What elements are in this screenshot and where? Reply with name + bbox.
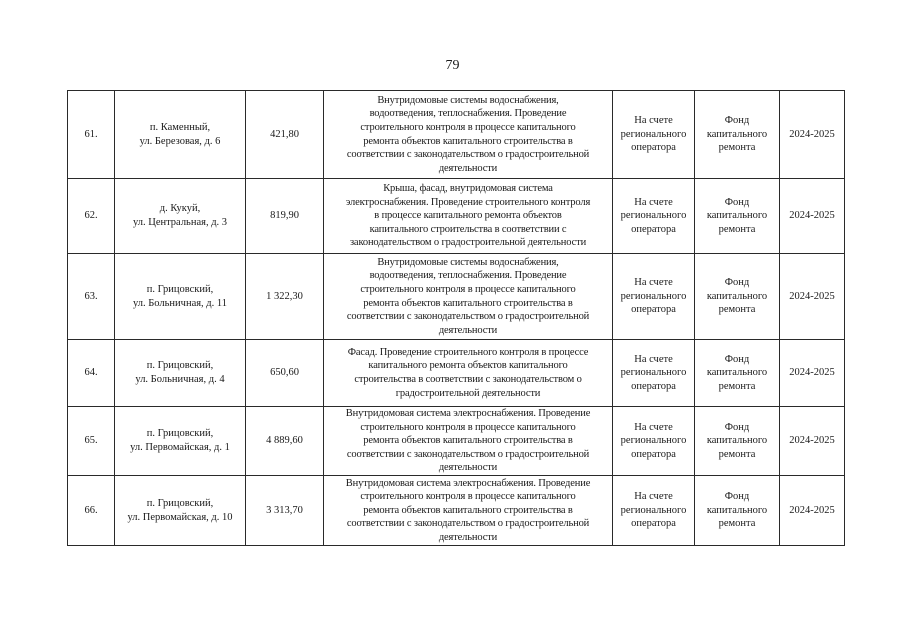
account-line: регионального xyxy=(620,210,687,222)
account-line: регионального xyxy=(620,290,687,302)
period-cell: 2024-2025 xyxy=(780,407,845,476)
table-row xyxy=(68,179,845,254)
row-number: 63. xyxy=(68,254,115,340)
account-line: На счете xyxy=(634,491,673,503)
fund-line: капитального xyxy=(706,367,768,379)
works-line: деятельности xyxy=(438,531,498,543)
fund-line: ремонта xyxy=(718,448,756,460)
works-line: соответствии с законодательством о градостроительной xyxy=(346,311,590,323)
row-number: 62. xyxy=(68,179,115,254)
account-line: оператора xyxy=(631,304,676,316)
works-line: водоотведения, теплоснабжения. Проведение xyxy=(369,108,567,120)
works-line: капитального строительства в соответствии с xyxy=(369,223,567,235)
period-cell: 2024-2025 xyxy=(780,179,845,254)
works-line: соответствии с законодательством о градостроительной xyxy=(346,518,590,530)
fund-line: Фонд xyxy=(724,353,750,365)
account-cell xyxy=(613,476,695,546)
address-cell xyxy=(115,254,246,340)
address-cell xyxy=(115,340,246,407)
fund-line: Фонд xyxy=(724,421,750,433)
works-line: в процессе капитального ремонта объектов xyxy=(374,210,562,222)
account-line: регионального xyxy=(620,504,687,516)
period-cell: 2024-2025 xyxy=(780,476,845,546)
area-cell: 421,80 xyxy=(246,91,324,179)
works-line: соответствии с законодательством о градостроительной xyxy=(346,149,590,161)
row-number: 64. xyxy=(68,340,115,407)
works-cell xyxy=(324,179,613,254)
works-line: законодательством о градостроительной деятельности xyxy=(349,237,587,249)
works-line: водоотведения, теплоснабжения. Проведение xyxy=(369,270,567,282)
fund-line: капитального xyxy=(706,210,768,222)
area-cell: 3 313,70 xyxy=(246,476,324,546)
works-line: деятельности xyxy=(438,162,498,174)
works-cell xyxy=(324,340,613,407)
table-row xyxy=(68,91,845,179)
address-street: ул. Больничная, д. 11 xyxy=(132,297,228,309)
address-cell xyxy=(115,476,246,546)
table-row xyxy=(68,407,845,476)
area-cell: 1 322,30 xyxy=(246,254,324,340)
account-line: На счете xyxy=(634,353,673,365)
works-line: деятельности xyxy=(438,462,498,474)
fund-cell xyxy=(695,476,780,546)
address-locality: п. Грицовский, xyxy=(146,428,214,440)
fund-line: капитального xyxy=(706,128,768,140)
fund-cell xyxy=(695,254,780,340)
period-cell: 2024-2025 xyxy=(780,91,845,179)
area-cell: 650,60 xyxy=(246,340,324,407)
account-line: оператора xyxy=(631,142,676,154)
fund-cell xyxy=(695,407,780,476)
account-line: На счете xyxy=(634,421,673,433)
address-street: ул. Центральная, д. 3 xyxy=(132,217,228,228)
works-line: Крыша, фасад, внутридомовая система xyxy=(383,183,553,195)
works-line: ремонта объектов капитального строительства в xyxy=(363,297,573,309)
fund-line: Фонд xyxy=(724,115,750,127)
account-line: регионального xyxy=(620,367,687,379)
address-locality: п. Грицовский, xyxy=(146,497,214,509)
works-line: строительного контроля в процессе капитального xyxy=(360,283,576,295)
fund-line: ремонта xyxy=(718,518,756,530)
works-line: Внутридомовые системы водоснабжения, xyxy=(377,256,559,268)
account-cell xyxy=(613,254,695,340)
address-cell xyxy=(115,91,246,179)
fund-cell xyxy=(695,179,780,254)
fund-line: ремонта xyxy=(718,304,756,316)
address-street: ул. Первомайская, д. 10 xyxy=(127,511,233,523)
address-street: ул. Первомайская, д. 1 xyxy=(130,442,230,453)
fund-line: Фонд xyxy=(724,196,750,208)
fund-cell xyxy=(695,340,780,407)
account-cell xyxy=(613,407,695,476)
area-cell: 819,90 xyxy=(246,179,324,254)
works-cell xyxy=(324,254,613,340)
fund-line: капитального xyxy=(706,504,768,516)
account-line: На счете xyxy=(634,115,673,127)
account-line: оператора xyxy=(631,223,676,235)
works-line: Внутридомовая система электроснабжения. Проведение xyxy=(345,408,591,420)
works-line: деятельности xyxy=(438,324,498,336)
address-cell xyxy=(115,407,246,476)
repair-schedule-table xyxy=(67,90,845,546)
account-line: На счете xyxy=(634,277,673,289)
works-line: градостроительной деятельности xyxy=(395,387,541,399)
fund-line: ремонта xyxy=(718,142,756,154)
fund-cell xyxy=(695,91,780,179)
address-locality: п. Грицовский, xyxy=(146,360,214,372)
address-locality: д. Кукуй, xyxy=(159,203,201,215)
row-number: 66. xyxy=(68,476,115,546)
works-line: строительства в соответствии с законодательством о xyxy=(354,374,582,385)
account-line: оператора xyxy=(631,448,676,460)
account-line: На счете xyxy=(634,196,673,208)
address-locality: п. Каменный, xyxy=(149,121,211,133)
works-line: ремонта объектов капитального строительства в xyxy=(363,504,573,516)
account-cell xyxy=(613,340,695,407)
account-cell xyxy=(613,91,695,179)
works-line: строительного контроля в процессе капитального xyxy=(360,421,576,433)
address-locality: п. Грицовский, xyxy=(146,283,214,295)
account-cell xyxy=(613,179,695,254)
works-line: ремонта объектов капитального строительства в xyxy=(363,135,573,147)
works-line: Внутридомовая система электроснабжения. Проведение xyxy=(345,477,591,489)
works-cell xyxy=(324,476,613,546)
row-number: 65. xyxy=(68,407,115,476)
works-line: соответствии с законодательством о градостроительной xyxy=(346,448,590,460)
fund-line: капитального xyxy=(706,290,768,302)
works-cell xyxy=(324,91,613,179)
fund-line: капитального xyxy=(706,435,768,447)
area-cell: 4 889,60 xyxy=(246,407,324,476)
fund-line: ремонта xyxy=(718,223,756,235)
account-line: регионального xyxy=(620,128,687,140)
page-number: 79 xyxy=(445,58,460,73)
works-line: Фасад. Проведение строительного контроля в процессе xyxy=(347,346,589,358)
works-line: строительного контроля в процессе капитального xyxy=(360,491,576,503)
address-street: ул. Березовая, д. 6 xyxy=(139,135,221,147)
period-cell: 2024-2025 xyxy=(780,340,845,407)
fund-line: ремонта xyxy=(718,380,756,392)
account-line: регионального xyxy=(620,435,687,447)
address-street: ул. Больничная, д. 4 xyxy=(135,374,225,385)
works-line: капитального ремонта объектов капитального xyxy=(368,360,568,372)
account-line: оператора xyxy=(631,380,676,392)
table-row xyxy=(68,340,845,407)
works-line: Внутридомовые системы водоснабжения, xyxy=(377,94,559,106)
works-line: строительного контроля в процессе капитального xyxy=(360,121,576,133)
works-line: электроснабжения. Проведение строительного контроля xyxy=(345,196,591,208)
account-line: оператора xyxy=(631,518,676,530)
row-number: 61. xyxy=(68,91,115,179)
table-row xyxy=(68,254,845,340)
fund-line: Фонд xyxy=(724,277,750,289)
fund-line: Фонд xyxy=(724,491,750,503)
table-row xyxy=(68,476,845,546)
period-cell: 2024-2025 xyxy=(780,254,845,340)
address-cell xyxy=(115,179,246,254)
works-line: ремонта объектов капитального строительства в xyxy=(363,435,573,447)
works-cell xyxy=(324,407,613,476)
